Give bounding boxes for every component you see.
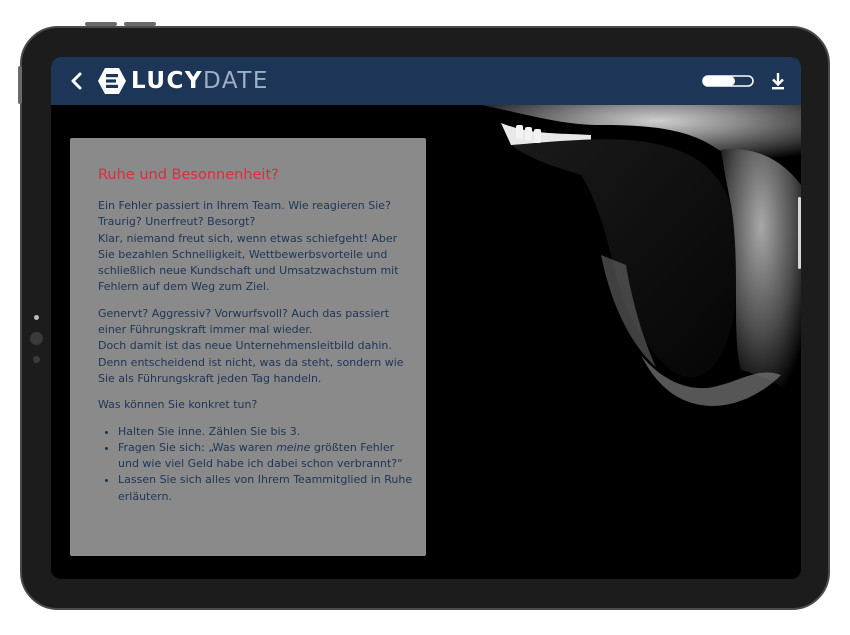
tip-item: • Halten Sie inne. Zählen Sie bis 3. xyxy=(118,424,414,440)
tip-emphasis: meine xyxy=(276,440,311,454)
p1-line-1: Ein Fehler passiert in Ihrem Team. Wie reagieren Sie? xyxy=(98,199,391,212)
volume-button xyxy=(85,22,117,26)
power-button xyxy=(18,66,22,104)
logo-text-strong: LUCY xyxy=(131,68,204,94)
logo-mark-icon xyxy=(97,66,127,96)
article-title: Ruhe und Besonnenheit? xyxy=(98,167,279,183)
p1-line-2: Traurig? Unerfreut? Besorgt? xyxy=(98,215,256,229)
download-icon[interactable] xyxy=(770,71,786,91)
tip-text: größten Fehler und wie viel Geld habe ich dabei schon verbrannt?“ xyxy=(118,440,403,471)
scrollbar[interactable] xyxy=(798,197,801,269)
article-paragraph-1 xyxy=(98,198,414,296)
tips-list xyxy=(98,424,414,505)
article-paragraph-3: Was können Sie konkret tun? xyxy=(98,398,258,412)
app-screen xyxy=(51,57,801,579)
article-card xyxy=(70,138,426,556)
logo-text-light: DATE xyxy=(203,68,269,94)
tip-item: • Lassen Sie sich alles von Ihrem Teammitglied in Ruhe erläutern. xyxy=(118,472,414,505)
p2-line-2: Doch damit ist das neue Unternehmensleitbild dahin. Denn entscheidend ist nicht, was da steht, sondern wie Sie als Führungskraft jeden Tag handeln. xyxy=(98,339,404,385)
p2-line-1: Genervt? Aggressiv? Vorwurfsvoll? Auch das passiert einer Führungskraft immer mal wieder. xyxy=(98,306,390,337)
tip-item xyxy=(118,440,414,473)
article-paragraph-2 xyxy=(98,306,414,387)
tip-text: Fragen Sie sich: „Was waren xyxy=(118,440,277,454)
top-bar xyxy=(51,57,801,105)
toggle-icon[interactable] xyxy=(702,75,754,87)
p1-line-3: Klar, niemand freut sich, wenn etwas schiefgeht! Aber Sie bezahlen Schnelligkeit, Wettbewerbsvorteile und schließlich neue Kundschaft und Umsatzwachstum mit Fehlern auf dem Weg zum Ziel. xyxy=(98,231,399,294)
screaming-face-photo xyxy=(441,105,801,579)
app-logo xyxy=(97,66,269,96)
camera-flash xyxy=(33,356,40,363)
volume-button xyxy=(124,22,156,26)
camera-sensor xyxy=(34,315,39,320)
chevron-left-icon[interactable] xyxy=(68,71,86,91)
camera-lens xyxy=(30,332,43,345)
